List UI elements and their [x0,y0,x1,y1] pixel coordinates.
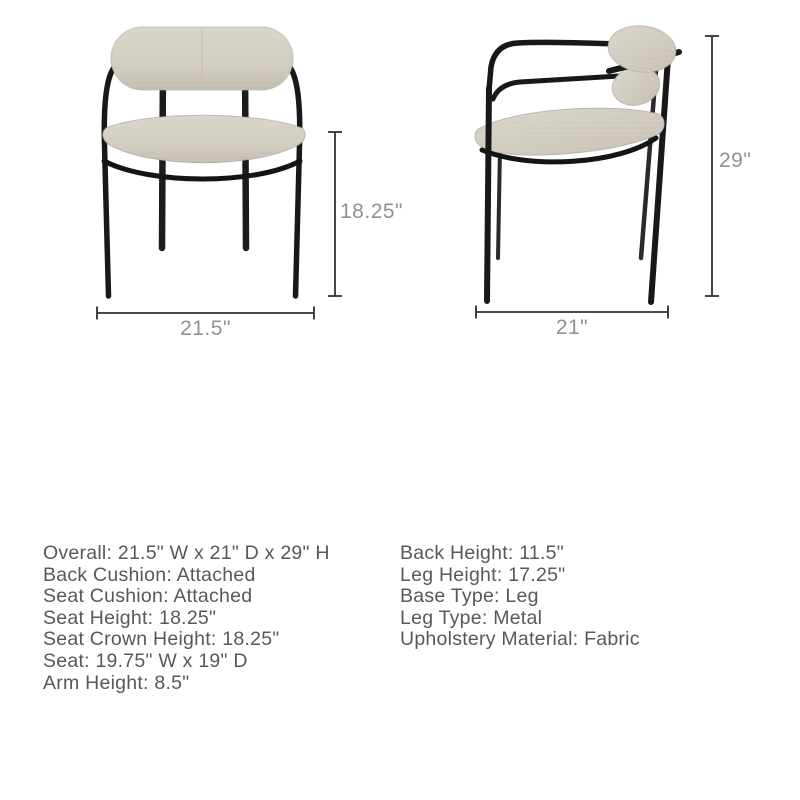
chair-side-view [475,22,679,302]
side-view-far-front-leg [498,148,500,258]
side-height-dimension-line [705,36,719,296]
spec-line-back-height: Back Height: 11.5" [400,542,564,564]
spec-list-left [43,543,330,694]
spec-line-seat-size: Seat: 19.75" W x 19" D [43,649,248,672]
front-view-left-frame-tube [104,53,133,296]
front-seat-height-dimension-label: 18.25" [340,200,404,223]
front-view-seat-cushion [103,115,305,163]
spec-line-seat-crown: Seat Crown Height: 18.25" [43,628,280,651]
spec-line-arm-height: Arm Height: 8.5" [43,671,190,694]
front-view-right-frame-tube [271,53,300,296]
side-overall-height-dimension-label: 29" [719,149,752,172]
spec-line-leg-type: Leg Type: Metal [400,606,543,629]
front-view-seat-rail [104,161,300,179]
spec-line-seat-height: Seat Height: 18.25" [43,606,217,629]
side-view-near-front-leg [487,88,489,301]
spec-line-seat-cushion: Seat Cushion: Attached [43,585,253,608]
chair-front-view [103,27,305,296]
spec-line-leg-height: Leg Height: 17.25" [400,563,566,586]
side-depth-dimension-label: 21" [555,316,589,339]
spec-line-back-cushion: Back Cushion: Attached [43,563,256,586]
front-view-back-cushion [111,27,293,90]
spec-line-base-type: Base Type: Leg [400,585,539,608]
spec-line-upholstery: Upholstery Material: Fabric [400,628,640,651]
spec-line-overall: Overall: 21.5" W x 21" D x 29" H [43,542,330,564]
spec-list-right [400,543,640,651]
front-width-dimension-label: 21.5" [180,317,231,340]
